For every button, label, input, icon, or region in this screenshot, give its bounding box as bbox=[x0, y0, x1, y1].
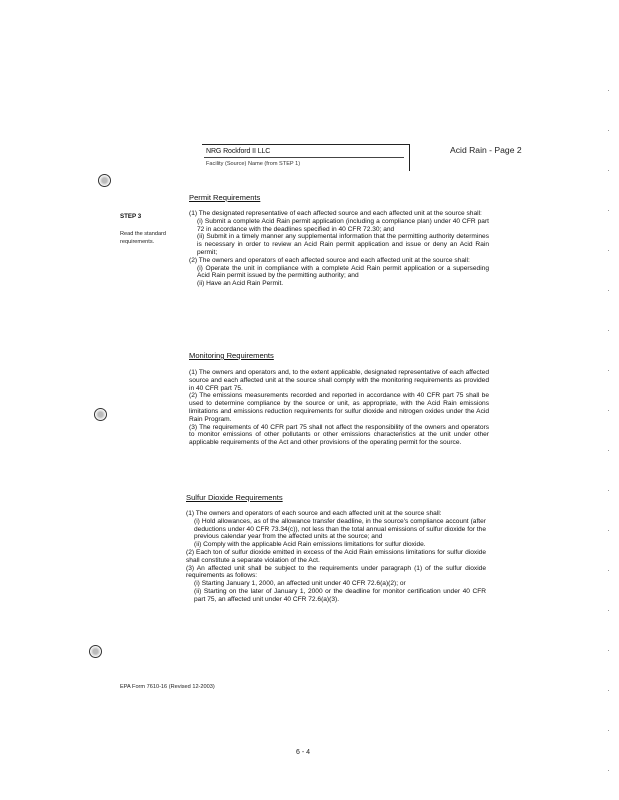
paragraph: (3) An affected unit shall be subject to the requirements under paragraph (1) of the sulfur dioxide requirements as follows: bbox=[186, 564, 486, 580]
paragraph: (1) The owners and operators and, to the extent applicable, designated representative of each affected source and each affected unit at the source shall comply with the monitoring requirements as provided in 40 CFR part 75. bbox=[189, 369, 489, 392]
paragraph: (2) The emissions measurements recorded and reported in accordance with 40 CFR part 75 shall be used to determine compliance by the source or unit, as appropriate, with the Acid Rain emissions limitations and emissions reduction requirements for sulfur dioxide and nitrogen oxides under the Acid Rain Program. bbox=[189, 392, 489, 423]
facility-name-underline bbox=[204, 157, 404, 158]
facility-caption: Facility (Source) Name (from STEP 1) bbox=[206, 161, 301, 167]
permit-requirements-title: Permit Requirements bbox=[189, 193, 261, 202]
punch-hole-icon bbox=[89, 645, 102, 658]
permit-requirements-body bbox=[189, 210, 489, 288]
paragraph: (i) Operate the unit in compliance with a complete Acid Rain permit application or a superseding Acid Rain permit issued by the permitting authority; and bbox=[197, 264, 489, 280]
monitoring-requirements-body bbox=[189, 369, 489, 447]
paragraph: (i) Submit a complete Acid Rain permit application (including a compliance plan) under 40 CFR part 72 in accordance with the deadlines specified in 40 CFR 72.30; and bbox=[197, 217, 489, 233]
step-instruction: Read the standard requirements. bbox=[120, 231, 167, 245]
sulfur-dioxide-requirements-title: Sulfur Dioxide Requirements bbox=[186, 493, 283, 502]
paragraph: (2) Each ton of sulfur dioxide emitted in excess of the Acid Rain emissions limitations for sulfur dioxide shall constitute a separate violation of the Act. bbox=[186, 548, 486, 564]
paragraph: (ii) Comply with the applicable Acid Rain emissions limitations for sulfur dioxide. bbox=[194, 541, 426, 549]
monitoring-requirements-title: Monitoring Requirements bbox=[189, 351, 274, 360]
paragraph: (1) The owners and operators of each source and each affected unit at the source shall: bbox=[186, 510, 442, 517]
paragraph: (3) The requirements of 40 CFR part 75 shall not affect the responsibility of the owners and operators to monitor emissions of other pollutants or other emissions characteristics at the unit under other applicable requirements of the Act and other provisions of the operating permit for the source. bbox=[189, 423, 489, 447]
paragraph: (i) Starting January 1, 2000, an affected unit under 40 CFR 72.6(a)(2); or bbox=[194, 580, 406, 588]
paragraph: (ii) Have an Acid Rain Permit. bbox=[197, 280, 284, 288]
scan-edge-marks bbox=[608, 90, 609, 790]
paragraph: (ii) Submit in a timely manner any supplemental information that the permitting authority determines is necessary in order to review an Acid Rain permit application and issue or deny an Acid Rain permit; bbox=[197, 233, 489, 256]
paragraph: (ii) Starting on the later of January 1, 2000 or the deadline for monitor certification under 40 CFR part 75, an affected unit under 40 CFR 72.6(a)(3). bbox=[194, 587, 486, 603]
punch-hole-icon bbox=[94, 408, 107, 421]
step-label: STEP 3 bbox=[120, 213, 142, 220]
facility-name: NRG Rockford II LLC bbox=[206, 148, 271, 155]
form-number: EPA Form 7610-16 (Revised 12-2003) bbox=[120, 684, 215, 690]
punch-hole-icon bbox=[98, 174, 111, 187]
sulfur-dioxide-requirements-body bbox=[186, 510, 486, 604]
page-number: 6 - 4 bbox=[296, 749, 311, 756]
paragraph: (1) The designated representative of each affected source and each affected unit at the source shall: bbox=[189, 210, 482, 217]
paragraph: (2) The owners and operators of each affected source and each affected unit at the source shall: bbox=[189, 256, 470, 264]
page-label: Acid Rain - Page 2 bbox=[450, 145, 522, 155]
paragraph: (i) Hold allowances, as of the allowance transfer deadline, in the source's compliance account (after deductions under 40 CFR 73.34(c)), not less than the total annual emissions of sulfur dioxide for the previous calendar year from the affected units at the source; and bbox=[194, 517, 486, 541]
